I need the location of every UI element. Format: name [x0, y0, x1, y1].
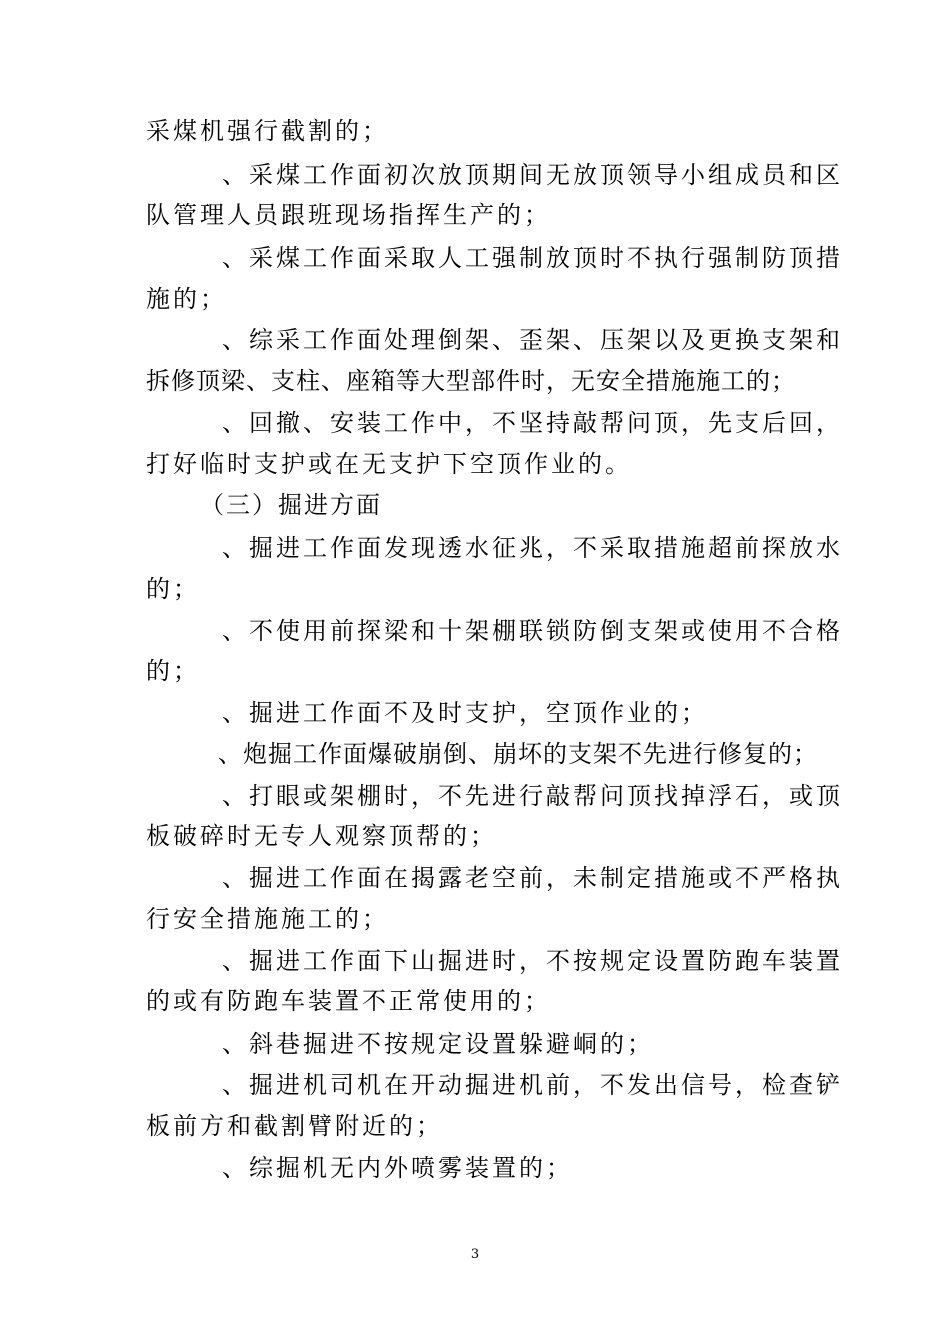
text-line: 、掘进工作面发现透水征兆，不采取措施超前探放水: [222, 534, 843, 562]
text-line: 、掘进机司机在开动掘进机前，不发出信号，检查铲: [222, 1071, 843, 1099]
text-line: 行安全措施施工的；: [146, 905, 389, 933]
text-line: 、综掘机无内外喷雾装置的；: [222, 1154, 573, 1182]
text-line: 、采煤工作面初次放顶期间无放顶领导小组成员和区: [222, 161, 843, 189]
text-line: 、斜巷掘进不按规定设置躲避峒的；: [222, 1030, 654, 1058]
text-line: 、打眼或架棚时，不先进行敲帮问顶找掉浮石，或顶: [222, 782, 843, 810]
text-line: 、不使用前探梁和十架棚联锁防倒支架或使用不合格: [222, 617, 843, 645]
text-line: 施的；: [146, 285, 227, 313]
page-number: 3: [470, 1247, 480, 1262]
text-line: 板破碎时无专人观察顶帮的；: [146, 822, 497, 850]
text-line: 、回撤、安装工作中，不坚持敲帮问顶，先支后回，: [222, 409, 843, 437]
text-line: 拆修顶梁、支柱、座箱等大型部件时，无安全措施施工的；: [146, 367, 796, 395]
text-line: 打好临时支护或在无支护下空顶作业的。: [146, 450, 632, 478]
text-line: 队管理人员跟班现场指挥生产的；: [146, 201, 551, 229]
text-line: 、掘进工作面下山掘进时，不按规定设置防跑车装置: [222, 947, 843, 975]
text-line: 板前方和截割臂附近的；: [146, 1112, 443, 1140]
text-line: 、采煤工作面采取人工强制放顶时不执行强制防顶措: [222, 244, 843, 272]
text-line: 的；: [146, 575, 200, 603]
text-line: 的或有防跑车装置不正常使用的；: [146, 987, 551, 1015]
text-line: 、掘进工作面不及时支护，空顶作业的；: [222, 699, 708, 727]
text-line: 的；: [146, 657, 200, 685]
text-line: 、掘进工作面在揭露老空前，未制定措施或不严格执: [222, 864, 843, 892]
text-line: 、综采工作面处理倒架、歪架、压架以及更换支架和: [222, 326, 843, 354]
text-line: 采煤机强行截割的；: [146, 117, 389, 145]
section-heading: （三）掘进方面: [200, 491, 382, 519]
text-line: 、炮掘工作面爆破崩倒、崩坏的支架不先进行修复的；: [218, 740, 818, 768]
